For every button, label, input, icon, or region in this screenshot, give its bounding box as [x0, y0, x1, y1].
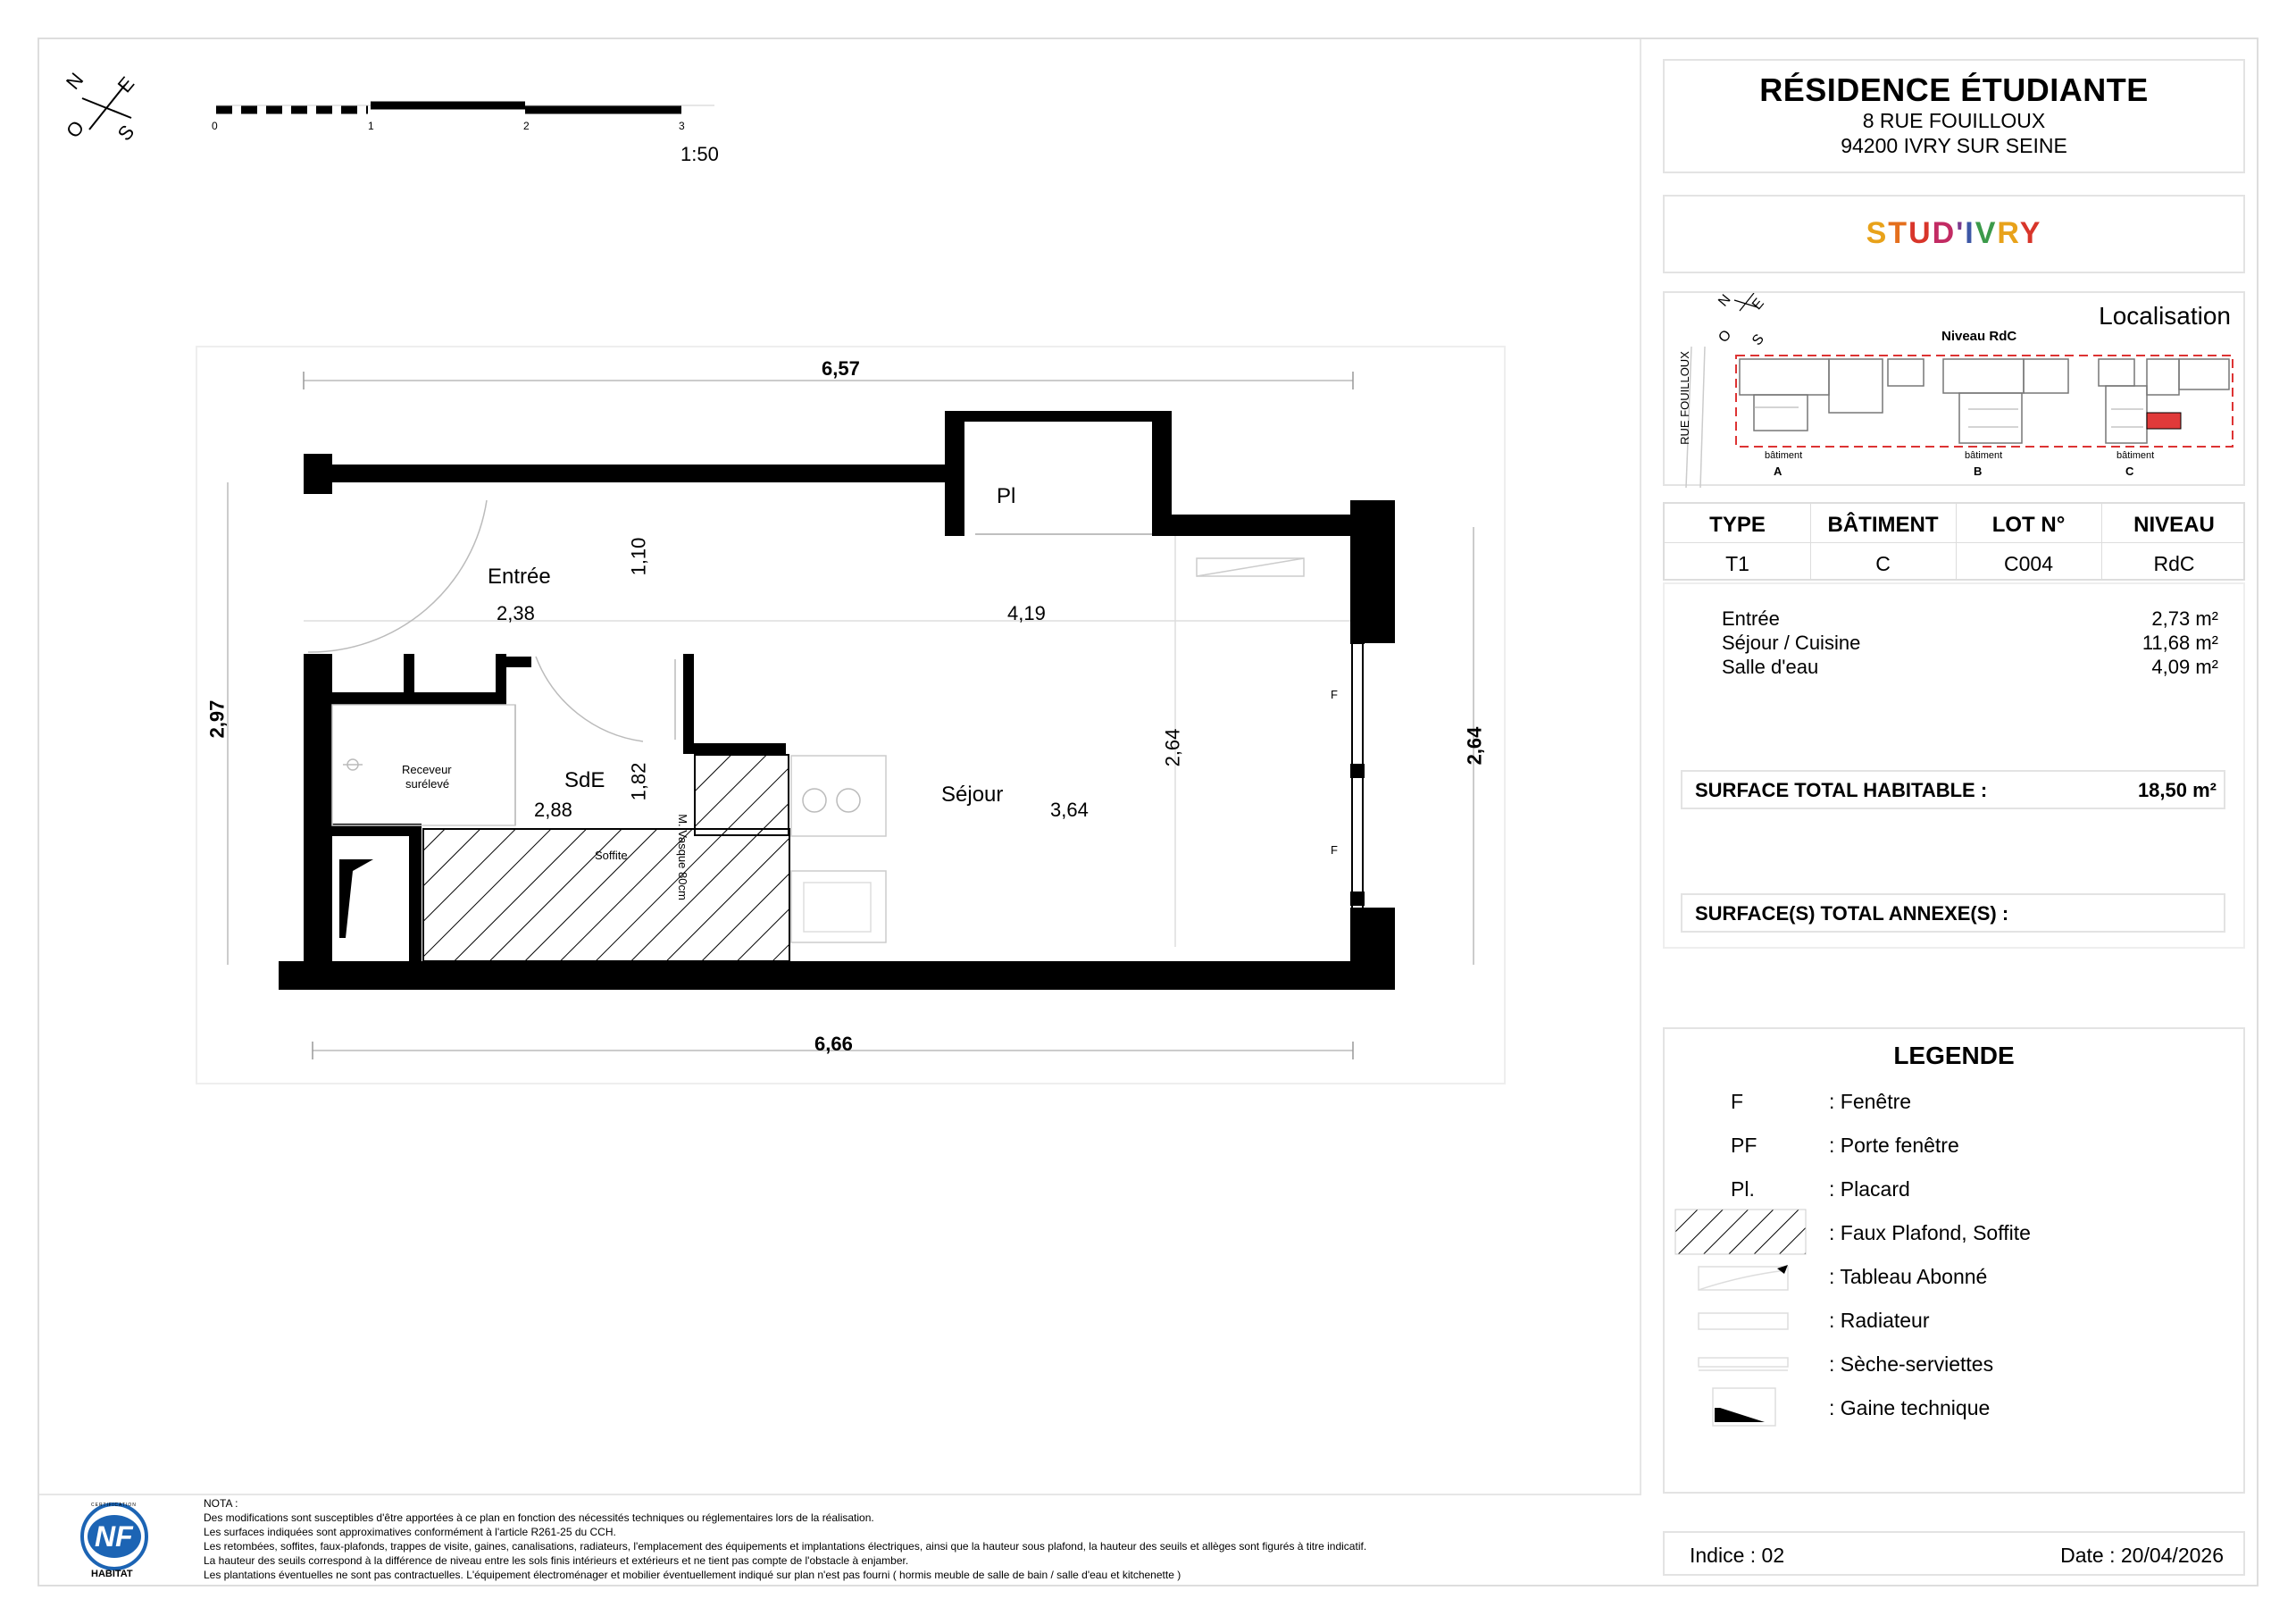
vasque-label: M. Vasque 80cm	[675, 814, 689, 900]
logo-letter: S	[1866, 216, 1889, 250]
compass-o: O	[62, 116, 89, 143]
logo-letter: U	[1908, 216, 1933, 250]
date: Date : 20/04/2026	[2060, 1544, 2224, 1567]
room-placard: Pl	[997, 484, 1016, 508]
dim-sde-h: 1,82	[627, 762, 650, 801]
surfaces-block	[1663, 582, 2245, 949]
surface-sde-name: Salle d'eau	[1722, 656, 1819, 678]
scale-tick-0: 0	[212, 120, 218, 132]
surface-entree-name: Entrée	[1722, 607, 1780, 630]
sheet-divider	[1640, 39, 1641, 1495]
title-block	[1663, 59, 2245, 173]
gaine-technique-icon	[1711, 1385, 1783, 1429]
room-entree: Entrée	[488, 565, 551, 589]
receveur-label-1: Receveur	[402, 763, 452, 776]
legend-label-radiateur: : Radiateur	[1829, 1309, 1930, 1332]
legend-label-fenetre: : Fenêtre	[1829, 1090, 1912, 1113]
dim-main-w: 4,19	[1007, 602, 1046, 624]
legend-block	[1663, 1027, 2245, 1494]
surface-entree-value: 2,73 m²	[2151, 607, 2218, 630]
legend-label-placard: : Placard	[1829, 1177, 1910, 1201]
loc-bat-a-label: bâtiment	[1765, 450, 1803, 461]
val-type: T1	[1725, 552, 1749, 575]
col-type: TYPE	[1709, 513, 1766, 537]
legend-label-porte-fenetre: : Porte fenêtre	[1829, 1134, 1959, 1157]
loc-compass-e: E	[1749, 296, 1767, 314]
val-lot: C004	[2004, 552, 2053, 575]
notes-divider	[39, 1494, 1640, 1495]
nota-line-5: Les plantations éventuelles ne sont pas contractuelles. L'équipement électroménager et mobilier éventuellement indiqué sur plan n'est pas fourni ( hormis meuble de salle de bain / salle d'eau et kitchenette )	[204, 1569, 1181, 1581]
nota-line-1: Des modifications sont susceptibles d'être apportées à ce plan en fonction des nécessités techniques ou réglementaires lors de la réalisation.	[204, 1511, 874, 1524]
dim-right: 2,64	[1463, 726, 1486, 766]
legend-label-gaine: : Gaine technique	[1829, 1396, 1991, 1419]
dim-bottom: 6,66	[814, 1033, 853, 1055]
legend-label-seche-serviettes: : Sèche-serviettes	[1829, 1352, 1994, 1376]
indice-date-block	[1663, 1531, 2245, 1576]
nf-habitat-text: HABITAT	[91, 1569, 133, 1579]
loc-street: RUE FOUILLOUX	[1677, 351, 1691, 445]
logo-block	[1663, 195, 2245, 273]
surface-sde-value: 4,09 m²	[2151, 656, 2218, 678]
radiateur-icon	[1697, 1308, 1795, 1335]
soffite-label: Soffite	[595, 849, 628, 862]
total-habitable-row	[1681, 770, 2225, 809]
total-habitable-label: SURFACE TOTAL HABITABLE :	[1695, 779, 1988, 801]
col-lot: LOT N°	[1991, 513, 2066, 537]
val-batiment: C	[1875, 552, 1891, 575]
loc-compass-s: S	[1749, 331, 1767, 349]
studivry-logo	[1665, 216, 2243, 251]
nota-line-4: La hauteur des seuils correspond à la différence de niveau entre les sols finis intérieurs et extérieurs et ne tient pas compte de l'obstacle à enjamber.	[204, 1554, 909, 1567]
compass-e: E	[113, 72, 139, 97]
nota-line-2: Les surfaces indiquées sont approximatives conformément à l'article R261-25 du CCH.	[204, 1526, 616, 1538]
dim-entree-h: 1,10	[627, 537, 650, 576]
scale-tick-2: 2	[523, 120, 530, 132]
window-label-2: F	[1331, 843, 1338, 857]
scale-tick-1: 1	[368, 120, 374, 132]
legend-symbol-f: F	[1731, 1090, 1744, 1113]
col-batiment: BÂTIMENT	[1827, 513, 1939, 537]
nota-title: NOTA :	[204, 1497, 238, 1510]
lot-info-table	[1663, 502, 2245, 581]
loc-level: Niveau RdC	[1941, 329, 2017, 344]
indice: Indice : 02	[1690, 1544, 1785, 1567]
room-sejour: Séjour	[941, 783, 1004, 807]
loc-bat-c-label: bâtiment	[2116, 450, 2155, 461]
dim-sejour-w: 3,64	[1050, 799, 1089, 821]
compass-n: N	[61, 68, 88, 94]
localisation-title: Localisation	[2099, 302, 2231, 330]
loc-bat-c: C	[2125, 465, 2134, 478]
logo-letter: Y	[2019, 216, 2042, 250]
logo-letter: I	[1965, 216, 1975, 250]
scale-label: 1:50	[680, 143, 719, 165]
logo-letter: R	[1997, 216, 2020, 250]
nf-ring-text: CERTIFICATION	[91, 1503, 137, 1508]
legend-label-tableau: : Tableau Abonné	[1829, 1265, 1988, 1288]
logo-letter: T	[1888, 216, 1909, 250]
col-niveau: NIVEAU	[2133, 513, 2215, 537]
loc-bat-a: A	[1774, 465, 1783, 478]
surface-sejour-value: 11,68 m²	[2142, 632, 2218, 654]
legend-title: LEGENDE	[1893, 1042, 2015, 1069]
dim-entree-w: 2,38	[497, 602, 535, 624]
nf-text: NF	[95, 1520, 133, 1553]
seche-serviettes-icon	[1697, 1351, 1795, 1377]
tableau-abonne-icon	[1697, 1260, 1795, 1295]
logo-letter: '	[1956, 216, 1966, 250]
receveur-label-2: surélevé	[405, 777, 450, 791]
dim-sde-w: 2,88	[534, 799, 572, 821]
loc-compass-n: N	[1716, 291, 1734, 310]
room-sde: SdE	[564, 768, 605, 792]
dim-left: 2,97	[205, 699, 229, 739]
loc-compass-o: O	[1716, 327, 1735, 346]
legend-symbol-pf: PF	[1731, 1134, 1757, 1157]
logo-letter: D	[1932, 216, 1957, 250]
dim-sejour-h: 2,64	[1161, 728, 1184, 767]
nota-line-3: Les retombées, soffites, faux-plafonds, trappes de visite, gaines, canalisations, radiateurs, l'emplacement des équipements et implantations électriques, ainsi que la hauteur sous plafond, la hauteur des seuils et allèges sont figurés à titre indicatif.	[204, 1540, 1367, 1553]
val-niveau: RdC	[2153, 552, 2195, 575]
loc-bat-b-label: bâtiment	[1965, 450, 2003, 461]
total-annexe-row	[1681, 893, 2225, 933]
window-label-1: F	[1331, 688, 1338, 701]
legend-label-soffite: : Faux Plafond, Soffite	[1829, 1221, 2031, 1244]
logo-letter: V	[1975, 216, 1998, 250]
total-habitable-value: 18,50 m²	[2137, 779, 2217, 801]
hatch-swatch-icon	[1674, 1208, 1808, 1258]
legend-symbol-pl: Pl.	[1731, 1177, 1755, 1201]
nf-habitat-logo	[71, 1501, 161, 1581]
total-annexe-label: SURFACE(S) TOTAL ANNEXE(S) :	[1695, 902, 2009, 925]
residence-title: RÉSIDENCE ÉTUDIANTE	[1759, 71, 2149, 108]
site-plan	[1665, 293, 2247, 488]
loc-bat-b: B	[1974, 465, 1983, 478]
localisation-block	[1663, 291, 2245, 486]
scale-tick-3: 3	[679, 120, 685, 132]
dim-top: 6,57	[822, 357, 860, 380]
address-line-1: 8 RUE FOUILLOUX	[1862, 109, 2046, 132]
address-line-2: 94200 IVRY SUR SEINE	[1841, 134, 2067, 157]
compass-s: S	[113, 121, 139, 146]
surface-sejour-name: Séjour / Cuisine	[1722, 632, 1861, 654]
